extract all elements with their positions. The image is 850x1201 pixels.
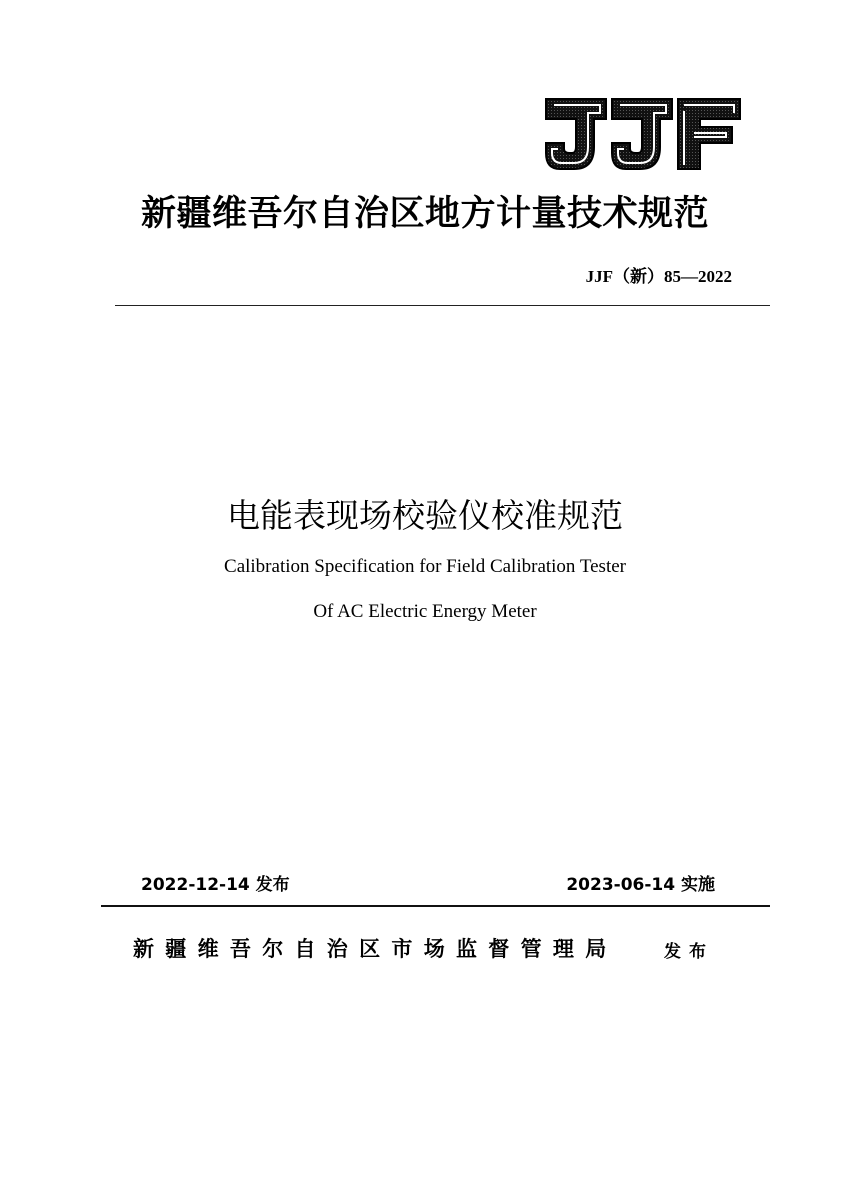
jjf-logo — [544, 97, 742, 171]
footer-divider — [101, 905, 770, 907]
publisher-name: 新疆维吾尔自治区市场监督管理局 — [133, 937, 618, 961]
publish-label: 发布 — [664, 942, 714, 962]
header-divider — [115, 305, 770, 306]
document-title-english-line2: Of AC Electric Energy Meter — [313, 601, 537, 622]
implementation-date: 2023-06-14 实施 — [566, 875, 715, 895]
logo-letter-j2 — [612, 99, 672, 169]
document-title-english-line1: Calibration Specification for Field Calibration Tester — [224, 556, 626, 577]
document-title-chinese: 电能表现场校验仪校准规范 — [227, 496, 623, 535]
standard-number: JJF（新）85—2022 — [585, 267, 732, 286]
logo-letter-f — [678, 99, 740, 169]
logo-letter-j1 — [546, 99, 606, 169]
issue-date: 2022-12-14 发布 — [141, 875, 290, 895]
standard-category: 新疆维吾尔自治区地方计量技术规范 — [140, 194, 709, 234]
